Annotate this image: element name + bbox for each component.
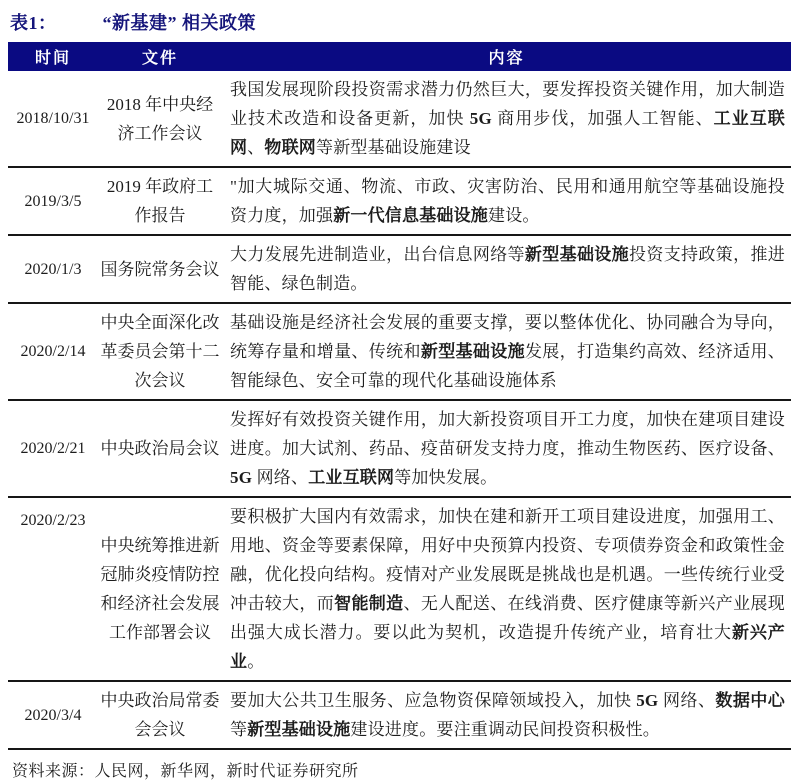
row-file: 2019 年政府工作报告	[98, 167, 222, 235]
source-label: 资料来源：	[12, 763, 95, 780]
row-date: 2020/2/14	[8, 303, 98, 400]
row-file: 中央政治局常委会会议	[98, 681, 222, 749]
table-row	[8, 400, 791, 497]
row-date: 2019/3/5	[8, 167, 98, 235]
table-body	[8, 71, 791, 749]
row-date: 2020/3/4	[8, 681, 98, 749]
table-row	[8, 167, 791, 235]
row-date: 2020/1/3	[8, 235, 98, 303]
row-date: 2020/2/21	[8, 400, 98, 497]
table-number-label: 表1：	[10, 13, 57, 33]
table-row	[8, 681, 791, 749]
row-file: 中央全面深化改革委员会第十二次会议	[98, 303, 222, 400]
table-title	[8, 7, 791, 42]
table-row	[8, 235, 791, 303]
column-header-content: 内容	[222, 42, 791, 71]
row-content: 发挥好有效投资关键作用，加大新投资项目开工力度，加快在建项目建设进度。加大试剂、药品、疫苗研发支持力度，推动生物医药、医疗设备、5G 网络、工业互联网等加快发展。	[222, 400, 791, 497]
row-file: 2018 年中央经济工作会议	[98, 71, 222, 167]
table-title-text: “新基建” 相关政策	[102, 13, 256, 33]
row-content: 要加大公共卫生服务、应急物资保障领域投入，加快 5G 网络、数据中心等新型基础设施建设进度。要注重调动民间投资积极性。	[222, 681, 791, 749]
row-date: 2018/10/31	[8, 71, 98, 167]
row-file: 中央政治局会议	[98, 400, 222, 497]
row-content: 我国发展现阶段投资需求潜力仍然巨大，要发挥投资关键作用，加大制造业技术改造和设备更新，加快 5G 商用步伐，加强人工智能、工业互联网、物联网等新型基础设施建设	[222, 71, 791, 167]
row-file: 国务院常务会议	[98, 235, 222, 303]
table-row	[8, 303, 791, 400]
table-row	[8, 71, 791, 167]
row-content: 要积极扩大国内有效需求，加快在建和新开工项目建设进度，加强用工、用地、资金等要素保障，用好中央预算内投资、专项债券资金和政策性金融，优化投向结构。疫情对产业发展既是挑战也是机遇。一些传统行业受冲击较大，而智能制造、无人配送、在线消费、医疗健康等新兴产业展现出强大成长潜力。要以此为契机，改造提升传统产业，培育壮大新兴产业。	[222, 497, 791, 681]
source-note	[8, 750, 791, 780]
table-header-row	[8, 42, 791, 71]
row-content: "加大城际交通、物流、市政、灾害防治、民用和通用航空等基础设施投资力度，加强新一代信息基础设施建设。	[222, 167, 791, 235]
column-header-file: 文件	[98, 42, 222, 71]
row-content: 大力发展先进制造业，出台信息网络等新型基础设施投资支持政策，推进智能、绿色制造。	[222, 235, 791, 303]
source-text: 人民网，新华网，新时代证券研究所	[94, 763, 359, 780]
policy-table	[8, 42, 791, 750]
row-date: 2020/2/23	[8, 497, 98, 681]
table-row	[8, 497, 791, 681]
row-content: 基础设施是经济社会发展的重要支撑，要以整体优化、协同融合为导向，统筹存量和增量、传统和新型基础设施发展，打造集约高效、经济适用、智能绿色、安全可靠的现代化基础设施体系	[222, 303, 791, 400]
row-file: 中央统筹推进新冠肺炎疫情防控和经济社会发展工作部署会议	[98, 497, 222, 681]
column-header-time: 时间	[8, 42, 98, 71]
